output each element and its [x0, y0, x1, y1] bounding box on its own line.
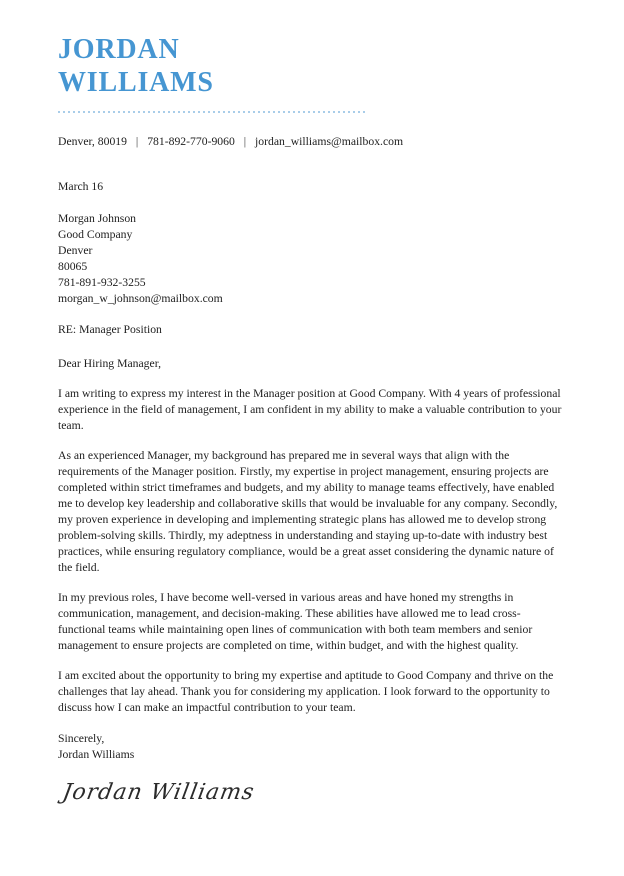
candidate-first-name: JORDAN — [58, 34, 180, 65]
recipient-phone: 781-891-932-3255 — [58, 276, 146, 289]
candidate-last-name: WILLIAMS — [58, 67, 214, 98]
contact-location: Denver, 80019 — [58, 135, 127, 148]
paragraph-closing: I am excited about the opportunity to bring my expertise and aptitude to Good Company and thrive on the challenges that lay ahead. Thank you for considering my application. I look forward to the opportunity to discuss how I can make an impactful contribution to your team. — [58, 669, 554, 714]
dotted-divider — [58, 111, 368, 113]
contact-separator: | — [243, 135, 247, 148]
paragraph-intro: I am writing to express my interest in the Manager position at Good Company. With 4 years of professional experience in the field of management, I am confident in my ability to make a valuable contribution to your team. — [58, 387, 562, 432]
letter-header — [58, 33, 566, 150]
letter-date: March 16 — [58, 180, 104, 193]
contact-email: jordan_williams@mailbox.com — [255, 135, 404, 148]
handwritten-signature: Jordan Williams — [60, 780, 257, 805]
paragraph-skills: In my previous roles, I have become well-versed in various areas and have honed my strengths in communication, management, and decision-making. These abilities have allowed me to lead cross-functional teams while maintaining open lines of communication with both team members and senior management to ensure projects are completed on time, within budget, and with the highest quality. — [58, 591, 533, 652]
greeting-line: Dear Hiring Manager, — [58, 357, 162, 370]
recipient-name: Morgan Johnson — [58, 212, 137, 225]
closing-block — [58, 731, 566, 763]
subject-line: RE: Manager Position — [58, 323, 162, 336]
contact-phone: 781-892-770-9060 — [147, 135, 235, 148]
closing-name: Jordan Williams — [58, 748, 135, 761]
contact-separator: | — [135, 135, 139, 148]
recipient-email: morgan_w_johnson@mailbox.com — [58, 292, 223, 305]
paragraph-experience: As an experienced Manager, my background has prepared me in several ways that align with the requirements of the Manager position. Firstly, my expertise in project management, ensuring projects are completed within strict timeframes and budgets, and my ability to manage teams effectively, have enabled me to develop key leadership and collaborative skills that would be invaluable for any company. Secondly, my proven experience in developing and implementing strategic plans has allowed me to develop strong problem-solving skills. Thirdly, my adeptness in understanding and staying up-to-date with industry best practices, while ensuring regulatory compliance, would be a great asset considering the dynamic nature of the field. — [58, 449, 558, 574]
recipient-company: Good Company — [58, 228, 133, 241]
closing-salutation: Sincerely, — [58, 732, 105, 745]
recipient-city: Denver — [58, 244, 93, 257]
candidate-name — [58, 33, 566, 99]
letter-body — [58, 179, 566, 808]
recipient-zip: 80065 — [58, 260, 88, 273]
contact-line — [58, 134, 566, 150]
recipient-block — [58, 211, 566, 307]
